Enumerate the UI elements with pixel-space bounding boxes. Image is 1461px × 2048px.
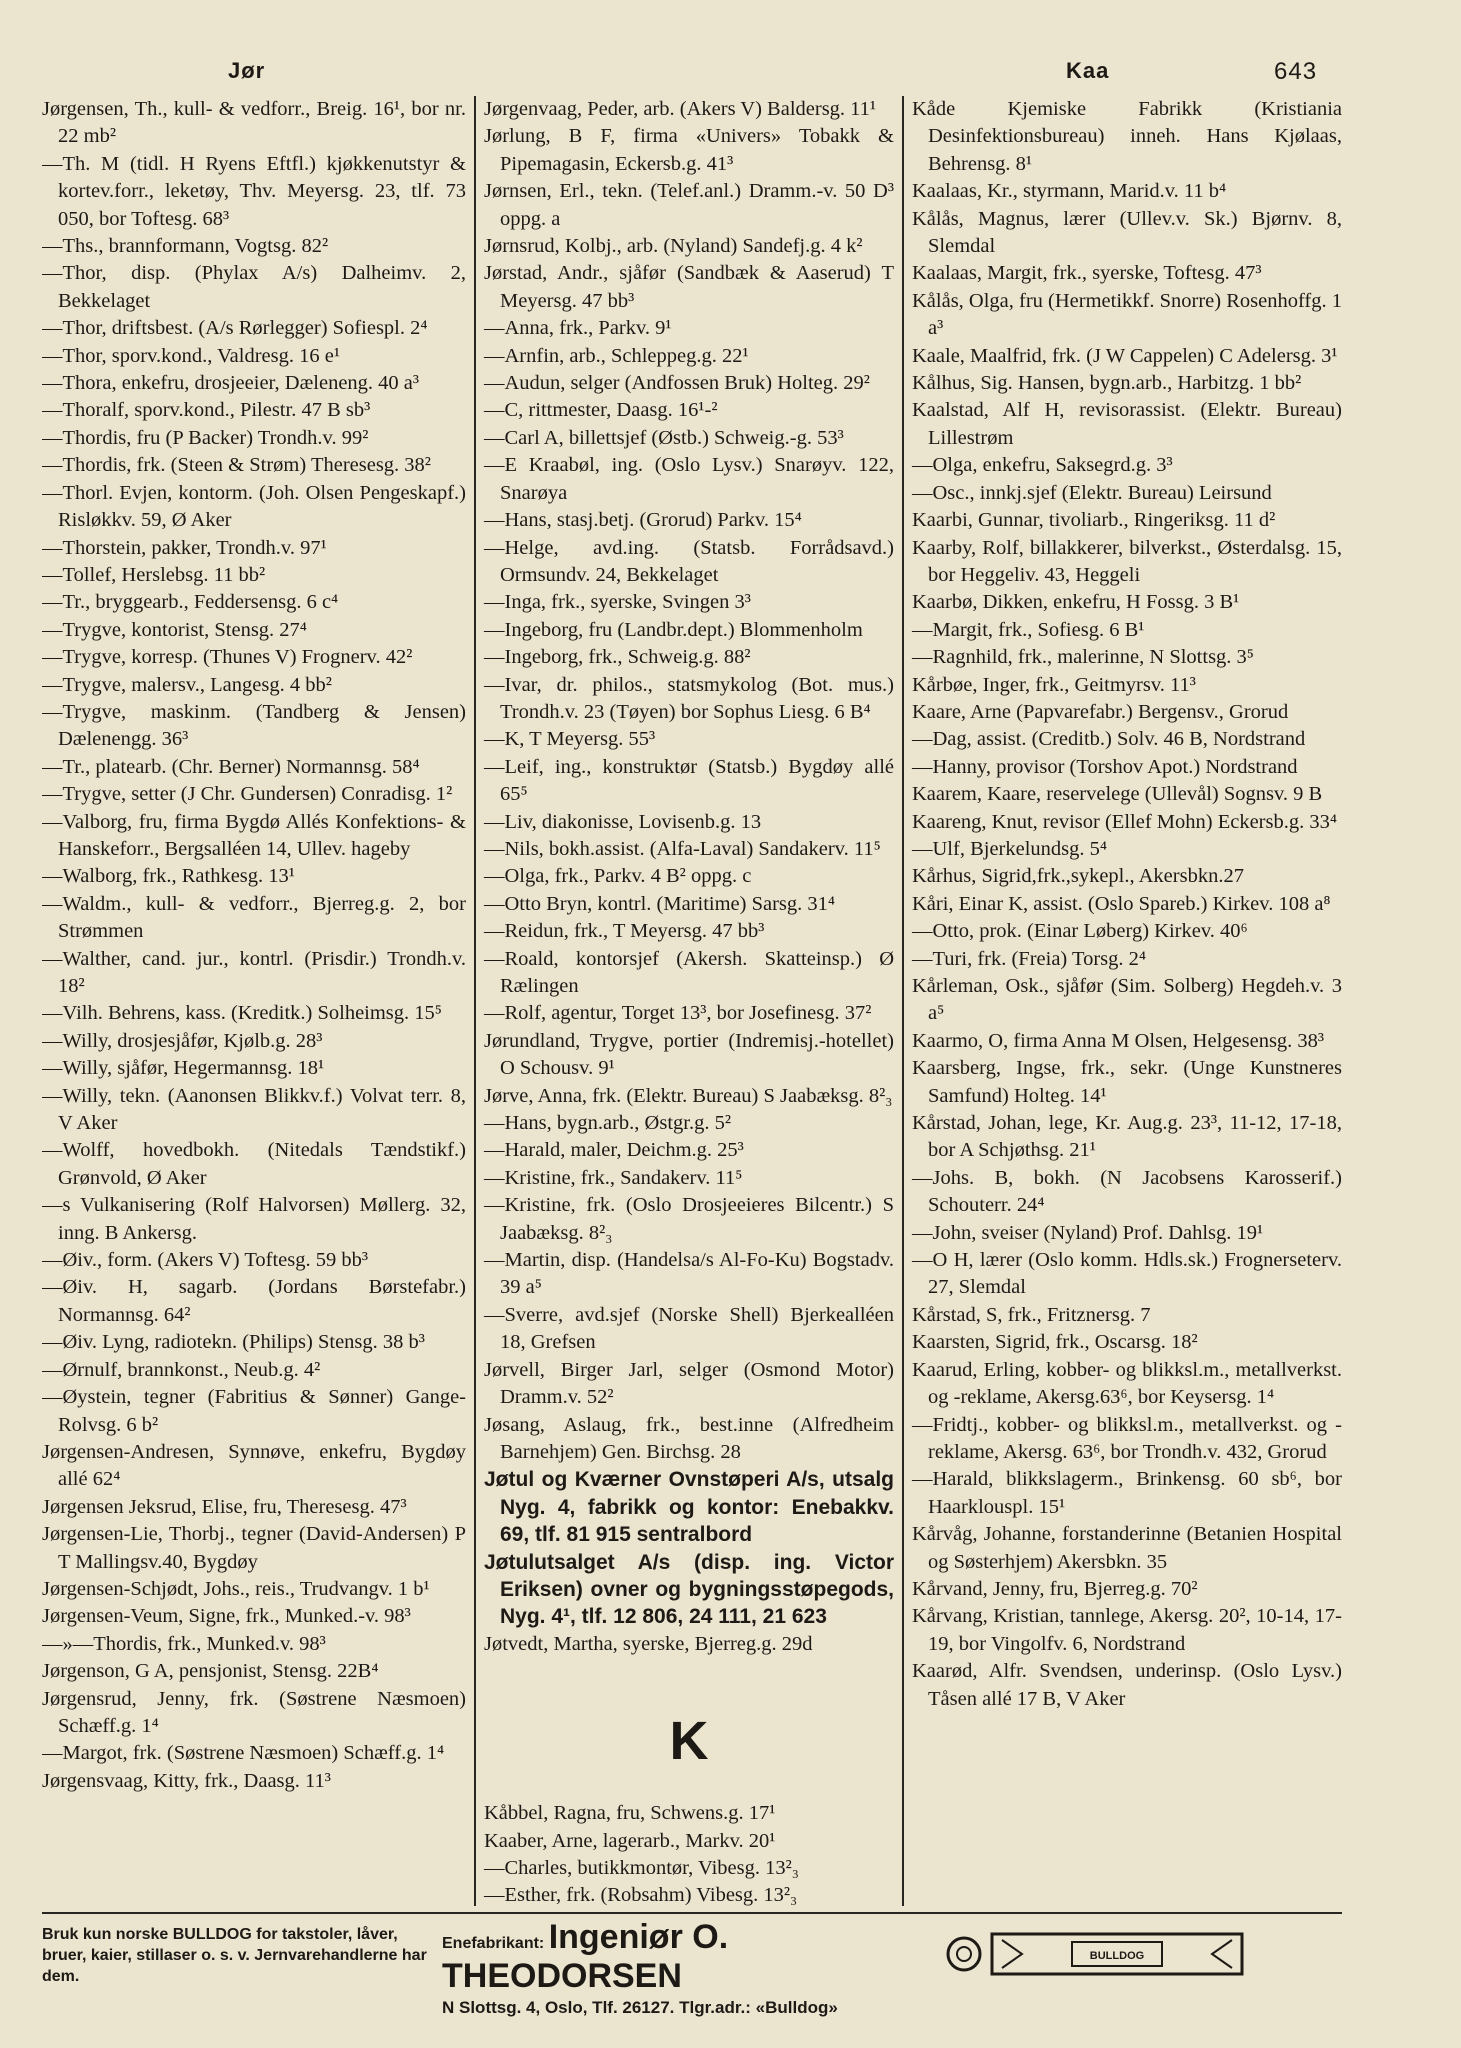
directory-entry: —Charles, butikkmontør, Vibesg. 13²₃ xyxy=(484,1856,799,1879)
column-3 xyxy=(902,96,1342,1906)
directory-entry: Kålås, Magnus, lærer (Ullev.v. Sk.) Bjørnv. 8, Slemdal xyxy=(912,207,1342,258)
directory-entry: Jøtulutsalget A/s (disp. ing. Victor Eriksen) ovner og bygningsstøpegods, Nyg. 4¹, tlf. 12 806, 24 111, 21 623 xyxy=(484,1550,894,1629)
directory-entry: —Otto, prok. (Einar Løberg) Kirkev. 40⁶ xyxy=(912,920,1248,943)
directory-entry: Kålås, Olga, fru (Hermetikkf. Snorre) Rosenhoffg. 1 a³ xyxy=(912,289,1342,340)
directory-entry: Kaarbi, Gunnar, tivoliarb., Ringeriksg. 11 d² xyxy=(912,509,1276,532)
directory-entry: Kaarbø, Dikken, enkefru, H Fossg. 3 B¹ xyxy=(912,591,1240,614)
directory-entry: Jøsang, Aslaug, frk., best.inne (Alfredheim Barnehjem) Gen. Birchsg. 28 xyxy=(484,1413,894,1463)
directory-entry: Kaarud, Erling, kobber- og blikksl.m., metallverkst. og -reklame, Akersg.63⁶, bor Keysersg. 1⁴ xyxy=(912,1358,1342,1409)
directory-entry: —Hans, stasj.betj. (Grorud) Parkv. 15⁴ xyxy=(484,509,802,532)
directory-entry: Jørgensen, Th., kull- & vedforr., Breig. 16¹, bor nr. 22 mb² xyxy=(42,98,466,148)
directory-entry: —Inga, frk., syerske, Svingen 3³ xyxy=(484,591,751,614)
ad-address: N Slottsg. 4, Oslo, Tlf. 26127. Tlgr.adr.: «Bulldog» xyxy=(442,1998,838,2017)
directory-entry: —Osc., innkj.sjef (Elektr. Bureau) Leirsund xyxy=(912,481,1272,504)
directory-entry: —Tr., platearb. (Chr. Berner) Normannsg. 58⁴ xyxy=(42,755,420,778)
directory-entry: Jørgenson, G A, pensjonist, Stensg. 22B⁴ xyxy=(42,1660,379,1683)
directory-entry: —»—Thordis, frk., Munked.v. 98³ xyxy=(42,1632,326,1655)
directory-entry: —Vilh. Behrens, kass. (Kreditk.) Solheimsg. 15⁵ xyxy=(42,1002,442,1025)
directory-entry: Kårbøe, Inger, frk., Geitmyrsv. 11³ xyxy=(912,673,1196,696)
directory-entry: —Dag, assist. (Creditb.) Solv. 46 B, Nordstrand xyxy=(912,728,1306,751)
directory-entry: Kaare, Arne (Papvarefabr.) Bergensv., Grorud xyxy=(912,700,1289,723)
directory-entry: —Reidun, frk., T Meyersg. 47 bb³ xyxy=(484,920,765,943)
running-head-left: Jør xyxy=(228,58,266,83)
column-2 xyxy=(474,96,902,1906)
logo-text: BULLDOG xyxy=(1089,1950,1145,1962)
directory-entry: Kaarem, Kaare, reservelege (Ullevål) Sognsv. 9 B xyxy=(912,783,1323,806)
directory-entry: —K, T Meyersg. 55³ xyxy=(484,728,656,751)
directory-entry: Jørnsen, Erl., tekn. (Telef.anl.) Dramm.-v. 50 D³ oppg. a xyxy=(484,180,894,230)
directory-entry: Jørstad, Andr., sjåfør (Sandbæk & Aaserud) T Meyersg. 47 bb³ xyxy=(484,262,894,312)
directory-entry: —Fridtj., kobber- og blikksl.m., metallverkst. og -reklame, Akersg. 63⁶, bor Trondh.v. 432, Grorud xyxy=(912,1413,1342,1463)
directory-entry: —Anna, frk., Parkv. 9¹ xyxy=(484,317,672,340)
directory-entry: Jørgenvaag, Peder, arb. (Akers V) Baldersg. 11¹ xyxy=(484,98,877,120)
directory-entry: —Turi, frk. (Freia) Torsg. 2⁴ xyxy=(912,947,1147,970)
directory-entry: —Thorstein, pakker, Trondh.v. 97¹ xyxy=(42,536,327,559)
directory-entry: —Willy, drosjesjåfør, Kjølb.g. 28³ xyxy=(42,1029,323,1052)
directory-entry: —Arnfin, arb., Schleppeg.g. 22¹ xyxy=(484,344,749,367)
directory-entry: —Martin, disp. (Handelsa/s Al-Fo-Ku) Bogstadv. 39 a⁵ xyxy=(484,1249,894,1299)
directory-entry: —Ingeborg, fru (Landbr.dept.) Blommenholm xyxy=(484,618,863,641)
directory-entry: —Ragnhild, frk., malerinne, N Slottsg. 3⁵ xyxy=(912,646,1254,669)
directory-entry: —Walther, cand. jur., kontrl. (Prisdir.) Trondh.v. 18² xyxy=(42,947,466,997)
directory-entry: —Willy, tekn. (Aanonsen Blikkv.f.) Volvat terr. 8, V Aker xyxy=(42,1084,466,1135)
ad-maker-line xyxy=(442,1918,942,1996)
bulldog-connector-icon xyxy=(942,1914,1272,1992)
directory-entry: —Ulf, Bjerkelundsg. 5⁴ xyxy=(912,837,1108,860)
directory-entry: —Rolf, agentur, Torget 13³, bor Josefinesg. 37² xyxy=(484,1002,872,1025)
directory-entry: —Øiv. Lyng, radiotekn. (Philips) Stensg. 38 b³ xyxy=(42,1331,425,1354)
directory-entry: Jørvell, Birger Jarl, selger (Osmond Motor) Dramm.v. 52² xyxy=(484,1358,894,1409)
directory-entry: Kaarby, Rolf, billakkerer, bilverkst., Østerdalsg. 15, bor Heggeliv. 43, Heggeli xyxy=(912,536,1342,586)
directory-entry: —Walborg, frk., Rathkesg. 13¹ xyxy=(42,865,295,888)
directory-entry: Jørgensen-Andresen, Synnøve, enkefru, Bygdøy allé 62⁴ xyxy=(42,1440,466,1491)
directory-entry: —Thora, enkefru, drosjeeier, Dæleneng. 40 a³ xyxy=(42,372,420,395)
section-letter: K xyxy=(669,1711,709,1772)
page-number: 643 xyxy=(1274,58,1318,85)
directory-entry: Jørgensen-Lie, Thorbj., tegner (David-Andersen) P T Mallingsv.40, Bygdøy xyxy=(42,1523,466,1573)
directory-entry: Jørlung, B F, firma «Univers» Tobakk & Pipemagasin, Eckersb.g. 41³ xyxy=(484,125,894,175)
directory-entry: Kaale, Maalfrid, frk. (J W Cappelen) C Adelersg. 3¹ xyxy=(912,344,1338,367)
directory-entry: Kårhus, Sigrid,frk.,sykepl., Akersbkn.27 xyxy=(912,865,1244,888)
directory-entry: —Margot, frk. (Søstrene Næsmoen) Schæff.g. 1⁴ xyxy=(42,1742,445,1765)
directory-entry: —Thor, disp. (Phylax A/s) Dalheimv. 2, Bekkelaget xyxy=(42,262,466,312)
directory-entry: Kårleman, Osk., sjåfør (Sim. Solberg) Hegdeh.v. 3 a⁵ xyxy=(912,975,1342,1025)
directory-entry: —Trygve, kontorist, Stensg. 27⁴ xyxy=(42,618,307,641)
directory-entry: —Wolff, hovedbokh. (Nitedals Tændstikf.) Grønvold, Ø Aker xyxy=(42,1139,466,1189)
directory-entry: Kåri, Einar K, assist. (Oslo Spareb.) Kirkev. 108 a⁸ xyxy=(912,892,1331,915)
directory-entry: Kaalaas, Kr., styrmann, Marid.v. 11 b⁴ xyxy=(912,180,1227,203)
directory-entry: —Ørnulf, brannkonst., Neub.g. 4² xyxy=(42,1358,321,1381)
directory-entry: —Ivar, dr. philos., statsmykolog (Bot. mus.) Trondh.v. 23 (Tøyen) bor Sophus Liesg. 6 B⁴ xyxy=(484,673,894,723)
ad-maker-name: Ingeniør O. THEODORSEN xyxy=(442,1918,729,1995)
advertisement-footer xyxy=(42,1912,1342,2017)
directory-entry: —Harald, blikkslagerm., Brinkensg. 60 sb⁶, bor Haarklouspl. 15¹ xyxy=(912,1468,1342,1518)
directory-entry: —Leif, ing., konstruktør (Statsb.) Bygdøy allé 65⁵ xyxy=(484,755,894,806)
directory-entry: Kårvåg, Johanne, forstanderinne (Betanien Hospital og Søsterhjem) Akersbkn. 35 xyxy=(912,1523,1342,1573)
directory-entry: —E Kraabøl, ing. (Oslo Lysv.) Snarøyv. 122, Snarøya xyxy=(484,454,894,504)
directory-entry: Kaarsten, Sigrid, frk., Oscarsg. 18² xyxy=(912,1331,1198,1354)
directory-entry: —Trygve, korresp. (Thunes V) Frognerv. 42² xyxy=(42,646,413,669)
directory-entry: —Valborg, fru, firma Bygdø Allés Konfektions- & Hanskeforr., Bergsalléen 14, Ullev. hageby xyxy=(42,810,466,860)
directory-entry: Kårvand, Jenny, fru, Bjerreg.g. 70² xyxy=(912,1577,1198,1600)
directory-entry: Jørgensrud, Jenny, frk. (Søstrene Næsmoen) Schæff.g. 1⁴ xyxy=(42,1687,466,1737)
directory-entry: —Carl A, billettsjef (Østb.) Schweig.-g. 53³ xyxy=(484,426,844,449)
directory-entry: —Waldm., kull- & vedforr., Bjerreg.g. 2, bor Strømmen xyxy=(42,892,466,943)
directory-entry: —Thorl. Evjen, kontorm. (Joh. Olsen Pengeskapf.) Risløkkv. 59, Ø Aker xyxy=(42,481,466,532)
directory-entry: —Øiv. H, sagarb. (Jordans Børstefabr.) Normannsg. 64² xyxy=(42,1276,466,1326)
directory-entry: —Thor, driftsbest. (A/s Rørlegger) Sofiespl. 2⁴ xyxy=(42,317,428,340)
directory-entry: Kårstad, S, frk., Fritznersg. 7 xyxy=(912,1303,1151,1326)
directory-entry: —Willy, sjåfør, Hegermannsg. 18¹ xyxy=(42,1057,325,1080)
directory-entry: —Johs. B, bokh. (N Jacobsens Karosserif.) Schouterr. 24⁴ xyxy=(912,1166,1342,1217)
directory-entry: —Tr., bryggearb., Feddersensg. 6 c⁴ xyxy=(42,591,339,614)
directory-entry: Jørgensen-Veum, Signe, frk., Munked.-v. 98³ xyxy=(42,1605,411,1628)
directory-entry: —Margit, frk., Sofiesg. 6 B¹ xyxy=(912,618,1145,641)
directory-entry: —Hans, bygn.arb., Østgr.g. 5² xyxy=(484,1112,732,1135)
directory-entry: Jørnsrud, Kolbj., arb. (Nyland) Sandefj.g. 4 k² xyxy=(484,235,863,258)
directory-entry: Kåde Kjemiske Fabrikk (Kristiania Desinfektionsbureau) inneh. Hans Kjølaas, Behrensg. 8¹ xyxy=(912,98,1342,175)
running-head-right: Kaa xyxy=(1066,58,1110,83)
directory-entry: Kårvang, Kristian, tannlege, Akersg. 20², 10-14, 17-19, bor Vingolfv. 6, Nordstrand xyxy=(912,1605,1342,1655)
directory-entry: Kålhus, Sig. Hansen, bygn.arb., Harbitzg. 1 bb² xyxy=(912,372,1302,395)
directory-entry: —Øiv., form. (Akers V) Toftesg. 59 bb³ xyxy=(42,1249,369,1272)
directory-entry: —Thoralf, sporv.kond., Pilestr. 47 B sb³ xyxy=(42,399,371,422)
directory-entry: Kaalaas, Margit, frk., syerske, Toftesg. 47³ xyxy=(912,262,1262,285)
directory-entry: —Tollef, Herslebsg. 11 bb² xyxy=(42,563,266,586)
directory-entry: —O H, lærer (Oslo komm. Hdls.sk.) Frognerseterv. 27, Slemdal xyxy=(912,1249,1342,1299)
directory-entry: —Helge, avd.ing. (Statsb. Forrådsavd.) Ormsundv. 24, Bekkelaget xyxy=(484,536,894,586)
directory-entry: Jøtul og Kværner Ovnstøperi A/s, utsalg Nyg. 4, fabrikk og kontor: Enebakkv. 69, tlf. 81 915 sentralbord xyxy=(484,1468,894,1547)
directory-entry: —Otto Bryn, kontrl. (Maritime) Sarsg. 31⁴ xyxy=(484,892,836,915)
directory-entry: Jørundland, Trygve, portier (Indremisj.-hotellet) O Schousv. 9¹ xyxy=(484,1029,894,1080)
directory-entry: —Thordis, fru (P Backer) Trondh.v. 99² xyxy=(42,426,369,449)
column-1 xyxy=(42,96,474,1906)
directory-entry: —Hanny, provisor (Torshov Apot.) Nordstrand xyxy=(912,755,1298,778)
directory-entry: —Øystein, tegner (Fabritius & Sønner) Gange-Rolvsg. 6 b² xyxy=(42,1386,466,1436)
directory-entry: —Thordis, frk. (Steen & Strøm) Theresesg. 38² xyxy=(42,454,431,477)
bulldog-logo xyxy=(942,1914,1342,1994)
directory-entry: Kaareng, Knut, revisor (Ellef Mohn) Eckersb.g. 33⁴ xyxy=(912,810,1337,833)
directory-entry: Jørve, Anna, frk. (Elektr. Bureau) S Jaabæksg. 8²₃ xyxy=(484,1084,893,1107)
directory-entry: Kaarød, Alfr. Svendsen, underinsp. (Oslo Lysv.) Tåsen allé 17 B, V Aker xyxy=(912,1660,1342,1710)
directory-entry: Kaalstad, Alf H, revisorassist. (Elektr. Bureau) Lillestrøm xyxy=(912,399,1342,449)
directory-entry: Jørgensen Jeksrud, Elise, fru, Theresesg. 47³ xyxy=(42,1495,407,1518)
directory-entry: —Trygve, maskinm. (Tandberg & Jensen) Dælenengg. 36³ xyxy=(42,700,466,751)
directory-entry: —Olga, enkefru, Saksegrd.g. 3³ xyxy=(912,454,1173,477)
directory-entry: —John, sveiser (Nyland) Prof. Dahlsg. 19¹ xyxy=(912,1221,1264,1244)
directory-entry: —Ths., brannformann, Vogtsg. 82² xyxy=(42,235,329,258)
directory-entry: Jørgensen-Schjødt, Johs., reis., Trudvangv. 1 b¹ xyxy=(42,1577,430,1600)
directory-entry: Jøtvedt, Martha, syerske, Bjerreg.g. 29d xyxy=(484,1632,813,1655)
directory-entry: Kårstad, Johan, lege, Kr. Aug.g. 23³, 11-12, 17-18, bor A Schjøthsg. 21¹ xyxy=(912,1112,1342,1162)
directory-entry: Kaarmo, O, firma Anna M Olsen, Helgesensg. 38³ xyxy=(912,1029,1325,1052)
directory-entry: —Harald, maler, Deichm.g. 25³ xyxy=(484,1139,744,1162)
directory-entry: —C, rittmester, Daasg. 16¹-² xyxy=(484,399,718,422)
ad-maker-label: Enefabrikant: xyxy=(442,1935,545,1952)
directory-entry: —Roald, kontorsjef (Akersh. Skatteinsp.) Ø Rælingen xyxy=(484,947,894,997)
directory-entry: —Kristine, frk. (Oslo Drosjeeieres Bilcentr.) S Jaabæksg. 8²₃ xyxy=(484,1194,894,1244)
directory-entry: —Audun, selger (Andfossen Bruk) Holteg. 29² xyxy=(484,372,870,395)
directory-entry: —Kristine, frk., Sandakerv. 11⁵ xyxy=(484,1166,743,1189)
directory-entry: —Nils, bokh.assist. (Alfa-Laval) Sandakerv. 11⁵ xyxy=(484,837,881,860)
directory-entry: Kaaber, Arne, lagerarb., Markv. 20¹ xyxy=(484,1829,776,1852)
directory-entry: —Trygve, malersv., Langesg. 4 bb² xyxy=(42,673,332,696)
directory-entry: —Thor, sporv.kond., Valdresg. 16 e¹ xyxy=(42,344,340,367)
directory-entry: —Liv, diakonisse, Lovisenb.g. 13 xyxy=(484,810,762,833)
directory-entry: —Trygve, setter (J Chr. Gundersen) Conradisg. 1² xyxy=(42,783,453,806)
directory-entry: Jørgensvaag, Kitty, frk., Daasg. 11³ xyxy=(42,1769,331,1792)
directory-entry: Kaarsberg, Ingse, frk., sekr. (Unge Kunstneres Samfund) Holteg. 14¹ xyxy=(912,1057,1342,1107)
ad-maker xyxy=(442,1914,942,2017)
directory-entry: —Sverre, avd.sjef (Norske Shell) Bjerkealléen 18, Grefsen xyxy=(484,1303,894,1354)
directory-entry: —Th. M (tidl. H Ryens Eftfl.) kjøkkenutstyr & kortev.forr., leketøy, Thv. Meyersg. 23, tlf. 73 050, bor Toftesg. 68³ xyxy=(42,152,466,230)
directory-entry: —Esther, frk. (Robsahm) Vibesg. 13²₃ xyxy=(484,1884,798,1906)
directory-columns xyxy=(42,96,1342,1906)
directory-entry: —Ingeborg, frk., Schweig.g. 88² xyxy=(484,646,751,669)
ad-bulldog-text: Bruk kun norske BULLDOG for takstoler, låver, bruer, kaier, stillaser o. s. v. Jernvarehandlerne har dem. xyxy=(42,1926,427,1985)
directory-entry: Kåbbel, Ragna, fru, Schwens.g. 17¹ xyxy=(484,1802,776,1825)
directory-entry: —s Vulkanisering (Rolf Halvorsen) Møllerg. 32, inng. B Ankersg. xyxy=(42,1194,466,1244)
directory-entry: —Olga, frk., Parkv. 4 B² oppg. c xyxy=(484,865,752,888)
